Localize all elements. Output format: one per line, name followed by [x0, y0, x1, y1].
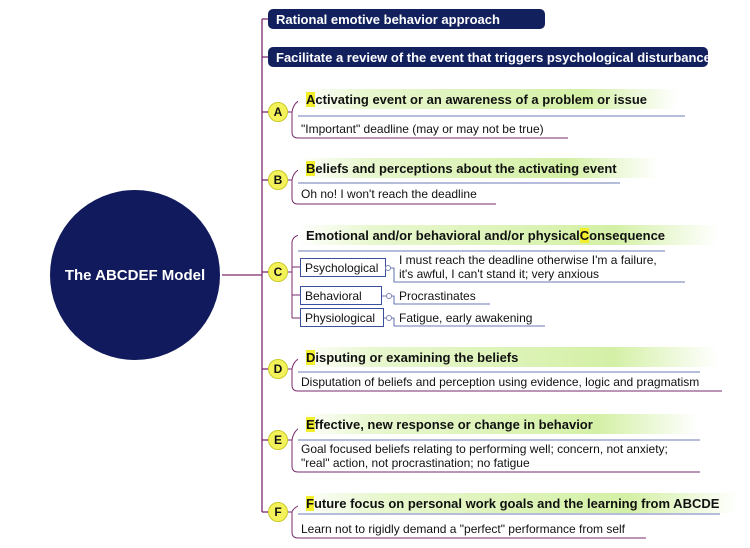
heading-c-initial: C [579, 227, 590, 243]
heading-d-text: isputing or examining the beliefs [315, 349, 519, 365]
heading-d-initial: D [306, 349, 316, 365]
heading-b-initial: B [306, 160, 316, 176]
detail-d: Disputation of beliefs and perception using evidence, logic and pragmatism [301, 375, 700, 389]
intro-box-approach[interactable] [268, 9, 545, 29]
detail-psychological-line1: I must reach the deadline otherwise I'm a failure, [399, 253, 657, 267]
heading-c-text: onsequence [589, 227, 666, 243]
detail-e-line1: Goal focused beliefs relating to performing well; concern, not anxiety; [301, 442, 668, 456]
heading-f-initial: F [306, 495, 314, 511]
detail-e-line2: "real" action, not procrastination; no fatigue [301, 456, 530, 470]
root-title: The ABCDEF Model [64, 266, 206, 284]
heading-a-initial: A [306, 91, 316, 107]
connector-dot [385, 265, 391, 271]
heading-e[interactable] [298, 414, 698, 434]
connector-dot [386, 293, 392, 299]
category-behavioral[interactable]: Behavioral [300, 286, 382, 305]
heading-e-initial: E [306, 416, 315, 432]
connector-dot [386, 315, 392, 321]
intro-approach-text: Rational emotive behavior approach [276, 11, 500, 27]
heading-f-text: uture focus on personal work goals and the learning from ABCDE [313, 495, 720, 511]
heading-c[interactable] [298, 225, 718, 245]
badge-b[interactable]: B [268, 170, 288, 190]
heading-b[interactable] [298, 158, 658, 178]
badge-a[interactable]: A [268, 102, 288, 122]
intro-review-text: Facilitate a review of the event that triggers psychological disturbance [276, 49, 711, 65]
heading-e-text: ffective, new response or change in behavior [314, 416, 593, 432]
badge-f[interactable]: F [268, 502, 288, 522]
detail-physiological: Fatigue, early awakening [399, 311, 533, 325]
heading-b-text: eliefs and perceptions about the activating event [315, 160, 617, 176]
heading-a-text: ctivating event or an awareness of a problem or issue [315, 91, 647, 107]
detail-psychological-line2: it's awful, I can't stand it; very anxious [399, 267, 600, 281]
category-psychological[interactable]: Psychological [300, 258, 386, 277]
detail-f: Learn not to rigidly demand a "perfect" performance from self [301, 522, 626, 536]
badge-c[interactable]: C [268, 262, 288, 282]
badge-d[interactable]: D [268, 359, 288, 379]
heading-a[interactable] [298, 89, 678, 109]
category-physiological[interactable]: Physiological [300, 308, 384, 327]
detail-a: "Important" deadline (may or may not be true) [301, 122, 544, 136]
heading-c-text-before: Emotional and/or behavioral and/or physical [306, 227, 580, 243]
root-node[interactable] [50, 190, 220, 360]
detail-behavioral: Procrastinates [399, 289, 476, 303]
badge-e[interactable]: E [268, 430, 288, 450]
intro-box-review[interactable] [268, 47, 711, 67]
heading-d[interactable] [298, 347, 718, 367]
detail-b: Oh no! I won't reach the deadline [301, 187, 477, 201]
heading-f[interactable] [298, 493, 738, 513]
